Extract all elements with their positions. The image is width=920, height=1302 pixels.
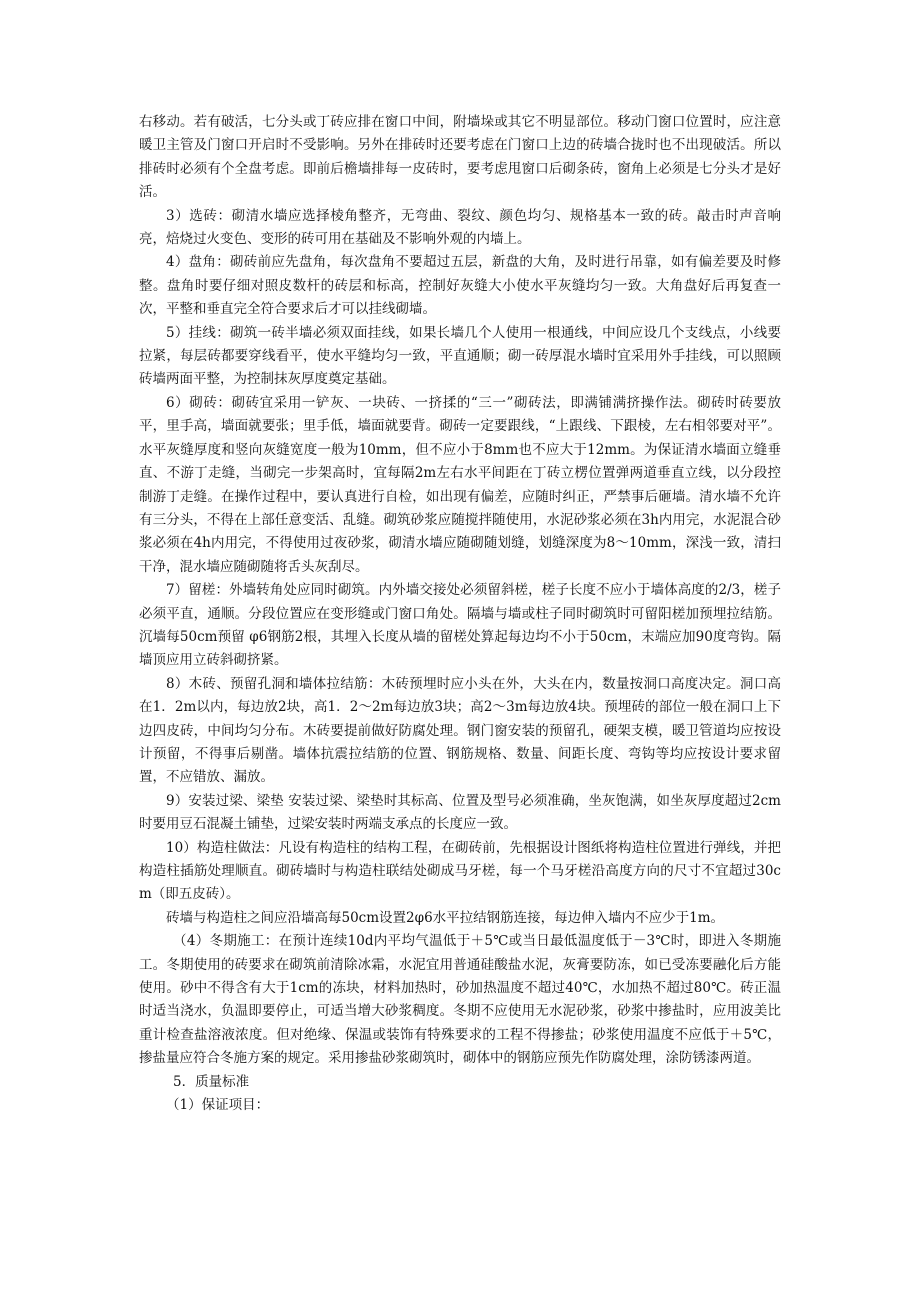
paragraph-bricklaying: 6）砌砖：砌砖宜采用一铲灰、一块砖、一挤揉的“三一”砌砖法，即满铺满挤操作法。砌砖时砖要放平，里手高，墙面就要张；里手低，墙面就要背。砌砖一定要跟线，“上跟线、下跟棱，左右相邻要对平”。水平灰缝厚度和竖向灰缝宽度一般为10mm，但不应小于8mm也不应大于12mm。为保证清水墙面立缝垂直、不游丁走缝，当砌完一步架高时，宜每隔2m左右水平间距在丁砖立楞位置弹两道垂直立线，以分段控制游丁走缝。在操作过程中，要认真进行自检，如出现有偏差，应随时纠正，严禁事后砸墙。清水墙不允许有三分头，不得在上部任意变活、乱缝。砌筑砂浆应随搅拌随使用，水泥砂浆必须在3h内用完，水泥混合砂浆必须在4h内用完，不得使用过夜砂浆，砌清水墙应随砌随划缝，划缝深度为8～10mm，深浅一致，清扫干净，混水墙应随砌随将舌头灰刮尽。 (139, 394, 781, 575)
paragraph-lintel-installation: 9）安装过梁、梁垫 安装过梁、梁垫时其标高、位置及型号必须准确，坐灰饱满，如坐灰厚度超过2cm时要用豆石混凝土铺垫，过梁安装时两端支承点的长度应一致。 (139, 792, 781, 833)
paragraph-line-hanging: 5）挂线：砌筑一砖半墙必须双面挂线，如果长墙几个人使用一根通线，中间应设几个支线点，小线要拉紧，每层砖都要穿线看平，使水平缝均匀一致，平直通顺；砌一砖厚混水墙时宜采用外手挂线，可以照顾砖墙两面平整，为控制抹灰厚度奠定基础。 (139, 324, 781, 388)
paragraph-continued-window-layout: 右移动。若有破活，七分头或丁砖应排在窗口中间，附墙垛或其它不明显部位。移动门窗口位置时，应注意暖卫主管及门窗口开启时不受影响。另外在排砖时还要考虑在门窗口上边的砖墙合拢时也不出现破活。所以排砖时必须有个全盘考虑。即前后檐墙排每一皮砖时，要考虑甩窗口后砌条砖，窗角上必须是七分头才是好活。 (139, 114, 781, 201)
paragraph-wood-bricks-openings: 8）木砖、预留孔洞和墙体拉结筋：木砖预埋时应小头在外，大头在内，数量按洞口高度决定。洞口高在1．2m以内，每边放2块，高1．2～2m每边放3块；高2～3m每边放4块。预埋砖的部位一般在洞口上下边四皮砖，中间均匀分布。木砖要提前做好防腐处理。钢门窗安装的预留孔，硬架支模，暖卫管道均应按设计预留，不得事后剔凿。墙体抗震拉结筋的位置、钢筋规格、数量、间距长度、弯钩等均应按设计要求留置，不应错放、漏放。 (139, 675, 781, 786)
document-body (139, 111, 781, 1117)
section-heading-quality-standard: 5．质量标准 (173, 1073, 250, 1090)
paragraph-winter-construction: （4）冬期施工：在预计连续10d内平均气温低于＋5℃或当日最低温度低于－3℃时，即进入冬期施工。冬期使用的砖要求在砌筑前清除冰霜，水泥宜用普通硅酸盐水泥，灰膏要防冻，如已受冻要融化后方能使用。砂中不得含有大于1cm的冻块，材料加热时，砂加热温度不超过40℃，水加热不超过80℃。砖正温时适当浇水，负温即要停止，可适当增大砂浆稠度。冬期不应使用无水泥砂浆，砂浆中掺盐时，应用波美比重计检查盐溶液浓度。但对绝缘、保温或装饰有特殊要求的工程不得掺盐；砂浆使用温度不应低于＋5℃，掺盐量应符合冬施方案的规定。采用掺盐砂浆砌筑时，砌体中的钢筋应预先作防腐处理，涂防锈漆两道。 (139, 933, 781, 1067)
paragraph-structural-column: 10）构造柱做法：凡设有构造柱的结构工程，在砌砖前，先根据设计图纸将构造柱位置进行弹线，并把构造柱插筋处理顺直。砌砖墙时与构造柱联结处砌成马牙槎，每一个马牙槎沿高度方向的尺寸不宜超过30cm（即五皮砖）。 (139, 839, 781, 903)
paragraph-tie-bars: 砖墙与构造柱之间应沿墙高每50cm设置2φ6水平拉结钢筋连接，每边伸入墙内不应少于1m。 (166, 909, 725, 926)
paragraph-corner-building: 4）盘角：砌砖前应先盘角，每次盘角不要超过五层，新盘的大角，及时进行吊靠，如有偏差要及时修整。盘角时要仔细对照皮数杆的砖层和标高，控制好灰缝大小使水平灰缝均匀一致。大角盘好后再复查一次，平整和垂直完全符合要求后才可以挂线砌墙。 (139, 254, 781, 318)
paragraph-brick-selection: 3）选砖：砌清水墙应选择棱角整齐，无弯曲、裂纹、颜色均匀、规格基本一致的砖。敲击时声音响亮，焙烧过火变色、变形的砖可用在基础及不影响外观的内墙上。 (139, 207, 781, 248)
paragraph-toothing: 7）留槎：外墙转角处应同时砌筑。内外墙交接处必须留斜槎，槎子长度不应小于墙体高度的2/3，槎子必须平直，通顺。分段位置应在变形缝或门窗口角处。隔墙与墙或柱子同时砌筑时可留阳槎加预埋拉结筋。沉墙每50cm预留 φ6钢筋2根，其埋入长度从墙的留槎处算起每边均不小于50cm，末端应加90度弯钩。隔墙顶应用立砖斜砌挤紧。 (139, 582, 781, 669)
subsection-heading-guarantee-items: （1）保证项目： (166, 1097, 270, 1114)
